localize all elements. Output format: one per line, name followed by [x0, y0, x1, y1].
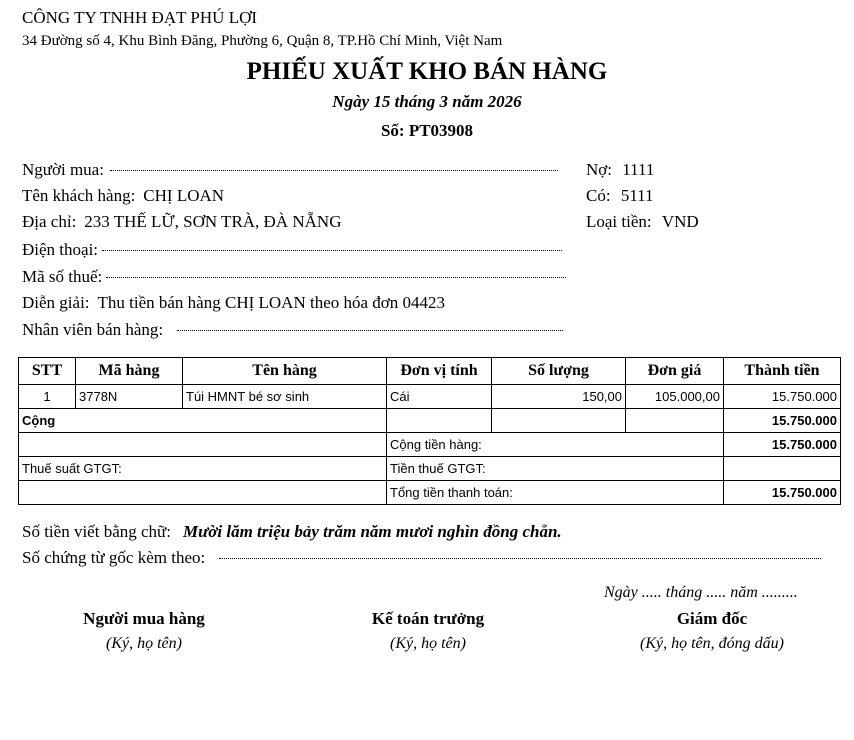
row-unit: Cái — [387, 385, 492, 409]
table-header-row — [19, 358, 841, 385]
header-amount: Thành tiền — [724, 358, 841, 385]
goods-total-label: Cộng tiền hàng: — [387, 433, 724, 457]
source-docs-dotted-line — [219, 558, 821, 559]
document-title: PHIẾU XUẤT KHO BÁN HÀNG — [246, 58, 608, 85]
credit-value: 5111 — [620, 186, 654, 205]
phone-field — [22, 240, 562, 260]
signature-director — [602, 609, 822, 653]
buyer-field — [22, 160, 558, 180]
total-empty-qty — [492, 409, 626, 433]
description-label: Diễn giải: — [22, 293, 90, 312]
company-name: CÔNG TY TNHH ĐẠT PHÚ LỢI — [22, 8, 258, 27]
company-address: 34 Đường số 4, Khu Bình Đăng, Phường 6, Quận 8, TP.Hồ Chí Minh, Việt Nam — [22, 33, 503, 49]
header-name: Tên hàng — [183, 358, 387, 385]
debit-label: Nợ: — [586, 160, 612, 179]
source-documents — [22, 548, 821, 568]
amount-in-words-label: Số tiền viết bằng chữ: — [22, 522, 171, 541]
currency — [586, 212, 699, 232]
total-label: Cộng — [19, 409, 387, 433]
grand-total-label: Tổng tiền thanh toán: — [387, 481, 724, 505]
row-stt: 1 — [19, 385, 76, 409]
currency-value: VND — [661, 212, 699, 231]
tax-code-label: Mã số thuế: — [22, 267, 103, 286]
header-stt: STT — [19, 358, 76, 385]
credit-label: Có: — [586, 186, 611, 205]
document-date: Ngày 15 tháng 3 năm 2026 — [332, 92, 522, 111]
signature-date: Ngày ..... tháng ..... năm ......... — [604, 584, 798, 601]
phone-label: Điện thoại: — [22, 240, 99, 259]
buyer-label: Người mua: — [22, 160, 104, 179]
row-code: 3778N — [76, 385, 183, 409]
description-value: Thu tiền bán hàng CHỊ LOAN theo hóa đơn 04423 — [97, 293, 446, 312]
grand-total-value: 15.750.000 — [724, 481, 841, 505]
signature-buyer-sub: (Ký, họ tên) — [106, 635, 182, 652]
debit-value: 1111 — [622, 160, 655, 179]
header-code: Mã hàng — [76, 358, 183, 385]
row-amount: 15.750.000 — [724, 385, 841, 409]
phone-dotted-line — [102, 250, 562, 251]
goods-total-row — [19, 433, 841, 457]
vat-row — [19, 457, 841, 481]
address-field — [22, 212, 341, 232]
tax-code-field — [22, 267, 566, 287]
amount-in-words — [22, 522, 562, 542]
signature-buyer — [34, 609, 254, 653]
amount-in-words-value: Mười lăm triệu bảy trăm năm mươi nghìn đồng chẵn. — [182, 522, 562, 541]
tax-code-dotted-line — [106, 277, 566, 278]
address-value: 233 THẾ LỮ, SƠN TRÀ, ĐÀ NẴNG — [84, 212, 342, 231]
staff-label: Nhân viên bán hàng: — [22, 320, 164, 339]
buyer-dotted-line — [110, 170, 558, 171]
grand-total-row — [19, 481, 841, 505]
header-qty: Số lượng — [492, 358, 626, 385]
debit-account — [586, 160, 654, 180]
source-docs-label: Số chứng từ gốc kèm theo: — [22, 548, 206, 567]
vat-amount-value — [724, 457, 841, 481]
customer-value: CHỊ LOAN — [143, 186, 225, 205]
signature-buyer-title: Người mua hàng — [83, 609, 205, 628]
document-number: Số: PT03908 — [380, 121, 474, 140]
items-table — [18, 357, 841, 505]
address-label: Địa chỉ: — [22, 212, 77, 231]
row-name: Túi HMNT bé sơ sinh — [183, 385, 387, 409]
goods-total-value: 15.750.000 — [724, 433, 841, 457]
grand-total-spacer — [19, 481, 387, 505]
staff-field — [22, 320, 563, 340]
signature-chief-accountant-sub: (Ký, họ tên) — [390, 635, 466, 652]
customer-field — [22, 186, 224, 206]
row-price: 105.000,00 — [626, 385, 724, 409]
vat-rate-label: Thuế suất GTGT: — [19, 457, 387, 481]
signature-chief-accountant-title: Kế toán trưởng — [371, 609, 485, 628]
row-qty: 150,00 — [492, 385, 626, 409]
signature-director-title: Giám đốc — [676, 609, 748, 628]
vat-amount-label: Tiền thuế GTGT: — [387, 457, 724, 481]
signature-director-sub: (Ký, họ tên, đóng dấu) — [640, 635, 784, 652]
header-unit: Đơn vị tính — [387, 358, 492, 385]
header-price: Đơn giá — [626, 358, 724, 385]
signature-chief-accountant — [318, 609, 538, 653]
total-empty-price — [626, 409, 724, 433]
description-field — [22, 293, 445, 313]
credit-account — [586, 186, 654, 206]
total-value: 15.750.000 — [724, 409, 841, 433]
total-row — [19, 409, 841, 433]
customer-label: Tên khách hàng: — [22, 186, 136, 205]
total-empty-unit — [387, 409, 492, 433]
staff-dotted-line — [177, 330, 563, 331]
currency-label: Loại tiền: — [586, 212, 652, 231]
goods-total-spacer — [19, 433, 387, 457]
table-row — [19, 385, 841, 409]
